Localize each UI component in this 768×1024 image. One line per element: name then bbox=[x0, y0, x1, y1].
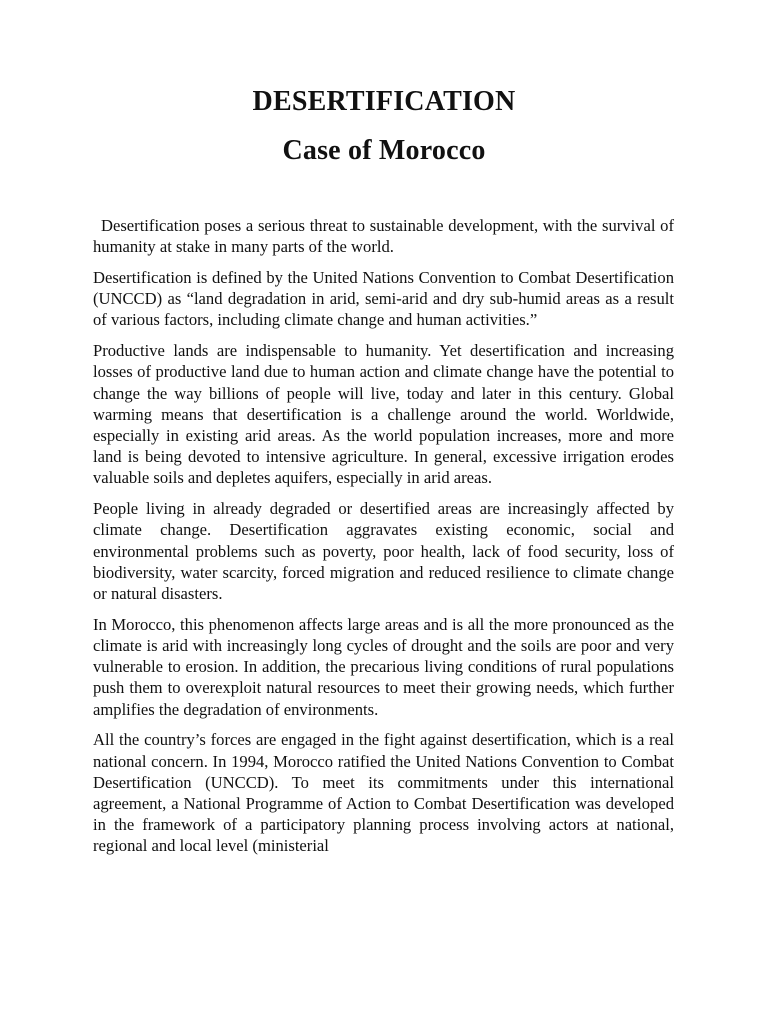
paragraph-morocco: In Morocco, this phenomenon affects large areas and is all the more pronounced as the climate is arid with increasingly long cycles of drought and the soils are poor and very vulnerable to erosion. In addition, the precarious living conditions of rural populations push them to overexploit natural resources to meet their growing needs, which further amplifies the degradation of environments. bbox=[93, 614, 674, 719]
document-body bbox=[93, 215, 674, 866]
paragraph-climate-effects: People living in already degraded or desertified areas are increasingly affected by climate change. Desertification aggravates existing economic, social and environmental problems such as poverty, poor health, lack of food security, loss of biodiversity, water scarcity, forced migration and reduced resilience to climate change or natural disasters. bbox=[93, 499, 674, 604]
paragraph-national-action: All the country’s forces are engaged in the fight against desertification, which is a real national concern. In 1994, Morocco ratified the United Nations Convention to Combat Desertification (UNCCD). To meet its commitments under this international agreement, a National Programme of Action to Combat Desertification was developed in the framework of a participatory planning process involving actors at national, regional and local level (ministerial bbox=[93, 730, 674, 856]
paragraph-definition: Desertification is defined by the United Nations Convention to Combat Desertification (UNCCD) as “land degradation in arid, semi-arid and dry sub-humid areas as a result of various factors, including climate change and human activities.” bbox=[93, 268, 674, 330]
paragraph-productive-lands: Productive lands are indispensable to humanity. Yet desertification and increasing losses of productive land due to human action and climate change have the potential to change the way billions of people will live, today and later in this century. Global warming means that desertification is a challenge around the world. Worldwide, especially in existing arid areas. As the world population increases, more and more land is being devoted to intensive agriculture. In general, excessive irrigation erodes valuable soils and depletes aquifers, especially in arid areas. bbox=[93, 341, 674, 488]
document-title: DESERTIFICATION bbox=[252, 86, 516, 117]
paragraph-intro: Desertification poses a serious threat to sustainable development, with the survival of humanity at stake in many parts of the world. bbox=[93, 216, 674, 257]
document-subtitle: Case of Morocco bbox=[282, 135, 486, 166]
